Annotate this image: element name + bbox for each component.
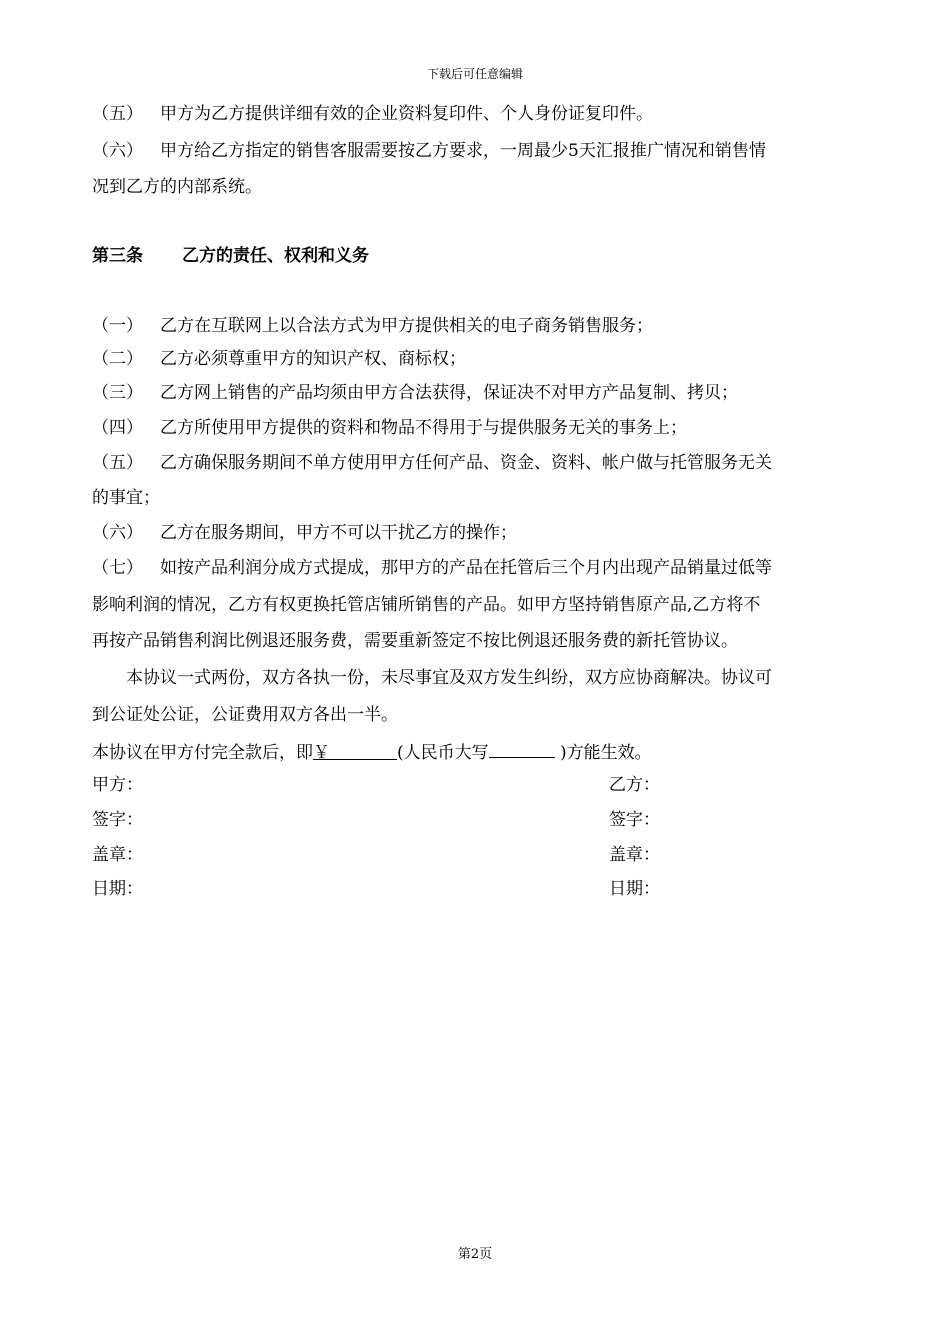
party-b-label: 乙方：	[609, 775, 660, 795]
effect-mid: (人民币大写	[397, 743, 489, 763]
page-number: 第2页	[457, 1247, 493, 1262]
party-b-seal: 盖章：	[609, 845, 660, 865]
section-label: 第三条	[92, 246, 143, 266]
clause-item	[92, 102, 653, 126]
clause-item	[92, 139, 766, 163]
item-text: 乙方所使用甲方提供的资料和物品不得用于与提供服务无关的事务上；	[160, 418, 687, 438]
closing-paragraph: 本协议一式两份，双方各执一份，未尽事宜及双方发生纠纷，双方应协商解决。协议可	[126, 668, 772, 688]
item-text: 甲方给乙方指定的销售客服需要按乙方要求，一周最少5天汇报推广情况和销售情	[160, 141, 766, 161]
clause-item	[92, 381, 738, 405]
clause-item	[92, 314, 653, 338]
party-a-date: 日期：	[92, 879, 143, 899]
party-b-signature: 签字：	[609, 810, 660, 830]
clause-item	[92, 556, 772, 580]
party-a-label: 甲方：	[92, 775, 143, 795]
item-number: （五）	[92, 104, 143, 124]
item-continuation: 再按产品销售利润比例退还服务费，需要重新签定不按比例退还服务费的新托管协议。	[92, 631, 738, 651]
effect-suffix: )方能生效。	[554, 743, 652, 763]
item-continuation: 影响利润的情况，乙方有权更换托管店铺所销售的产品。如甲方坚持销售原产品,乙方将不	[92, 595, 761, 615]
party-b-date: 日期：	[609, 879, 660, 899]
item-continuation: 的事宜；	[92, 488, 160, 508]
page-header: 下载后可任意编辑	[426, 67, 523, 81]
party-a-seal: 盖章：	[92, 845, 143, 865]
item-number: （六）	[92, 523, 143, 543]
item-text: 乙方必须尊重甲方的知识产权、商标权；	[160, 349, 466, 369]
item-text: 如按产品利润分成方式提成，那甲方的产品在托管后三个月内出现产品销量过低等	[160, 558, 772, 578]
item-text: 乙方在互联网上以合法方式为甲方提供相关的电子商务销售服务；	[160, 316, 653, 336]
clause-item	[92, 451, 772, 475]
item-number: （一）	[92, 316, 143, 336]
amount-blank[interactable]	[313, 741, 397, 763]
item-number: （五）	[92, 453, 143, 473]
clause-item	[92, 521, 517, 545]
item-continuation: 况到乙方的内部系统。	[92, 177, 262, 197]
item-number: （七）	[92, 558, 143, 578]
party-a-signature: 签字：	[92, 810, 143, 830]
item-number: （四）	[92, 418, 143, 438]
item-number: （三）	[92, 383, 143, 403]
item-number: （六）	[92, 141, 143, 161]
item-text: 乙方网上销售的产品均须由甲方合法获得，保证决不对甲方产品复制、拷贝；	[160, 383, 738, 403]
yen-symbol: ￥	[313, 743, 330, 763]
effect-clause	[92, 739, 652, 765]
effect-prefix: 本协议在甲方付完全款后，即	[92, 743, 313, 763]
item-text: 乙方确保服务期间不单方使用甲方任何产品、资金、资料、帐户做与托管服务无关	[160, 453, 772, 473]
clause-item	[92, 347, 466, 371]
section-title: 乙方的责任、权利和义务	[182, 246, 369, 266]
item-number: （二）	[92, 349, 143, 369]
section-heading	[92, 244, 369, 268]
closing-paragraph-continuation: 到公证处公证，公证费用双方各出一半。	[92, 705, 398, 725]
item-text: 乙方在服务期间，甲方不可以干扰乙方的操作；	[160, 523, 517, 543]
clause-item	[92, 416, 687, 440]
amount-uppercase-blank[interactable]	[489, 739, 555, 758]
item-text: 甲方为乙方提供详细有效的企业资料复印件、个人身份证复印件。	[160, 104, 653, 124]
